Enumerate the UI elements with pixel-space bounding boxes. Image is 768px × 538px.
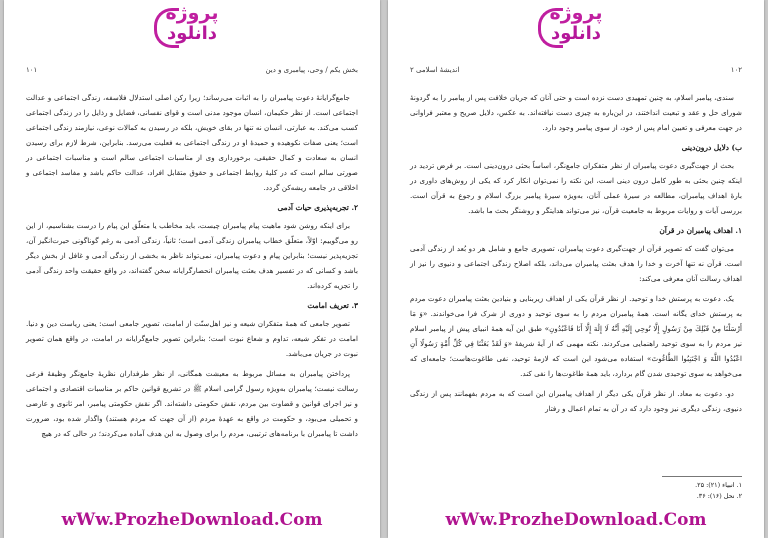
paragraph: می‌توان گفت که تصویر قرآن از جهت‌گیری دعوت پیامبران، تصویری جامع و شامل هر دو بُعد از زندگی آدمی است. قرآن نه تنها آخرت و خدا را هدف بعثت پیامبران می‌داند، بلکه اصلاح زندگی اجتماعی و دنیوی را نیز از اهداف رسالت آنان معرفی می‌کند: — [410, 244, 742, 283]
paragraph: یک. دعوت به پرستش خدا و توحید. از نظر قرآن یکی از اهداف زیربنایی و بنیادین بعثت پیامبران دعوت مردم به پرستش خدای یگانه است. همهٔ پیامبران مردم را به سوی توحید و دوری از شرک فرا می‌خواندند. «وَ مَا أَرْسَلْنَا مِنْ قَبْلِكَ مِنْ رَسُولٍ إِلَّا نُوحِي إِلَيْهِ أَنَّهُ لَا إِلَٰهَ إِلَّا أَنَا فَاعْبُدُونِ» طبق این آیه همهٔ انبیای پیش از پیامبر اسلام نیز مردم را به سوی توحید راهنمایی می‌کردند. نکته مهمی که از آیهٔ شریفهٔ «وَ لَقَدْ بَعَثْنَا فِي كُلِّ أُمَّةٍ رَسُولًا أَنِ اعْبُدُوا اللَّهَ وَ اجْتَنِبُوا الطَّاغُوتَ» استفاده می‌شود این است که لازمهٔ توحید، نفی طاغوت‌هاست؛ جامعه‌ای که می‌خواهد به سوی توحیدی شدن گام بردارد، باید همهٔ طاغوت‌ها را نفی کند. — [410, 294, 742, 378]
body-text — [26, 90, 358, 446]
paragraph: دو. دعوت به معاد. از نظر قرآن یکی دیگر از اهداف پیامبران این است که به مردم بفهمانند پس از زندگی دنیوی، زندگی دیگری نیز وجود دارد که در آن به تمام اعمال و رفتار — [410, 389, 742, 413]
section-heading: ۲. تجربه‌پذیری حیات آدمی — [277, 203, 358, 212]
paragraph: بحث از جهت‌گیری دعوت پیامبران از نظر متفکران جامع‌نگر، اساساً بحثی درون‌دینی است. بر فرض تردید در اینکه چنین بحثی به طور کامل درون دینی است، این نکته را نمی‌توان انکار کرد که یکی از روش‌های داوری در بارهٔ اهداف پیامبران، مطالعه در سیرهٔ عملی آنان، به‌ویژه سیرهٔ پیامبر بزرگ اسلام و رجوع به قرآن است. بررسی آیات و روایات مربوط به جامعیت قرآن، نیز می‌تواند هدایتگر و روشنگر بحث ما باشد. — [410, 161, 742, 215]
footnote: ۲. نحل (۱۶): ۳۶. — [696, 492, 742, 500]
prozhe-download-logo — [152, 2, 232, 48]
section-heading: ب) دلایل درون‌دینی — [681, 143, 742, 152]
header-title: بخش یکم / وحی، پیامبری و دین — [265, 66, 358, 74]
section-heading: ۳. تعریف امامت — [307, 301, 358, 310]
footnotes — [410, 480, 742, 502]
book-page-right — [388, 0, 764, 538]
logo-line-2: دانلود — [166, 23, 218, 44]
watermark: wWw.ProzheDownload.Com — [445, 510, 707, 530]
footnote-divider — [662, 476, 742, 477]
book-page-left — [4, 0, 380, 538]
logo-line-1: پروژه — [549, 2, 603, 24]
paragraph: پرداختن پیامبران به مسائل مربوط به معیشت همگانی، از نظر طرفداران نظریهٔ جامع‌نگر وظیفهٔ فرعی رسالت نیست؛ پیامبران به‌ویژه رسول گرامی اسلام ﷺ در تشریع قوانین حاکم بر مناسبات اقتصادی و اجتماعی و نیز اجرای قوانین و قضاوت بین مردم، نقش حکومتی داشته‌اند. اگر نقش حکومتی پیامبر، امر ثانوی و عارضی و تحمیلی می‌بود، و حکومت در واقع به عهدهٔ مردم (از آن جهت که مردم هستند) واگذار شده بود، ضرورت داشت تا پیامبران با برنامه‌های ترتیبی، مردم را برای وصول به این هدف آماده می‌کردند؛ در حالی که در هیچ — [26, 369, 358, 438]
logo-line-1: پروژه — [165, 2, 219, 24]
page-number: ۱۰۱ — [26, 66, 38, 74]
header-title: اندیشهٔ اسلامی ۲ — [410, 66, 460, 74]
body-text — [410, 90, 742, 421]
prozhe-download-logo — [536, 2, 616, 48]
footnote: ۱. انبیاء (۲۱): ۲۵. — [695, 481, 742, 489]
section-heading: ۱. اهداف پیامبران در قرآن — [659, 226, 742, 235]
paragraph: جامع‌گرایانهٔ دعوت پیامبران را به اثبات می‌رساند؛ زیرا رکن اصلی استدلال فلاسفه، زندگی اجتماعی و عدالت اجتماعی است. از نظر حکیمان، انسان موجود مدنی است و قوای نفسانی، فضایل و رذایل را در زندگی اجتماعی کسب می‌کند. به عبارتی، انسان نه تنها در بقای خویش، بلکه در رسیدن به کمالات نوعی، نیازمند زندگی اجتماعی است؛ یعنی صفات نکوهیده و حمیدهٔ او در زندگی اجتماعی به فعلیت می‌رسد. بنابراین، شرط لازم برای رسیدن انسان به سعادت و کمال حقیقی، برخورداری وی از مناسبات اجتماعی سالم است و مناسبات اجتماعی در صورتی سالم است که در کلیهٔ روابط اجتماعی و حقوق متقابل افراد، عدالت حاکم باشد و مفاسد اجتماعی و اخلاقی در جامعه ریشه‌کن گردد. — [26, 93, 358, 192]
page-number: ۱۰۲ — [730, 66, 742, 74]
paragraph: برای اینکه روشن شود ماهیت پیام پیامبران چیست، باید مخاطب یا متعلّق این پیام را درست بشناسیم، از این رو می‌گوییم: اوّلاً، متعلّق خطاب پیامبران زندگی آدمی است؛ ثانیاً، زندگی آدمی به رغم گوناگونی حیرت‌انگیز آن، تجزیه‌پذیر نیست؛ بنابراین پیام و دعوت پیامبران، نمی‌تواند ناظر به بخشی از زندگی آدمی و غافل از بخش دیگر باشد و کسانی که در تفسیر هدف بعثت پیامبران انحصارگرایانه سخن گفته‌اند، در واقع حقیقت واحد زندگی آدمی را تجزیه کرده‌اند. — [26, 221, 358, 290]
watermark: wWw.ProzheDownload.Com — [61, 510, 323, 530]
paragraph: تصویر جامعی که همهٔ متفکران شیعه و نیز اهل‌سنّت از امامت، تصویر جامعی است: یعنی ریاست دین و دنیا. امامت در تفکر شیعه، تداوم و شعاع نبوت است؛ بنابراین تصویر جامع‌گرایانه در امامت، در واقع همان تصویر نبوت در جریان می‌باشد. — [26, 319, 358, 358]
logo-line-2: دانلود — [550, 23, 602, 44]
paragraph: سندی، پیامبر اسلام، به چنین تمهیدی دست نزده است و حتی آنان که جریان خلافت پس از پیامبر را به گردونهٔ شورای حل و عقد و تبعیت انداختند، در این‌باره به چیزی دست نیافته‌اند. به عکس، دلایل صریح و معتبر فراوانی در جهت معرفی و تعیین امام پس از خود، از سوی پیامبر وجود دارد. — [410, 93, 742, 132]
